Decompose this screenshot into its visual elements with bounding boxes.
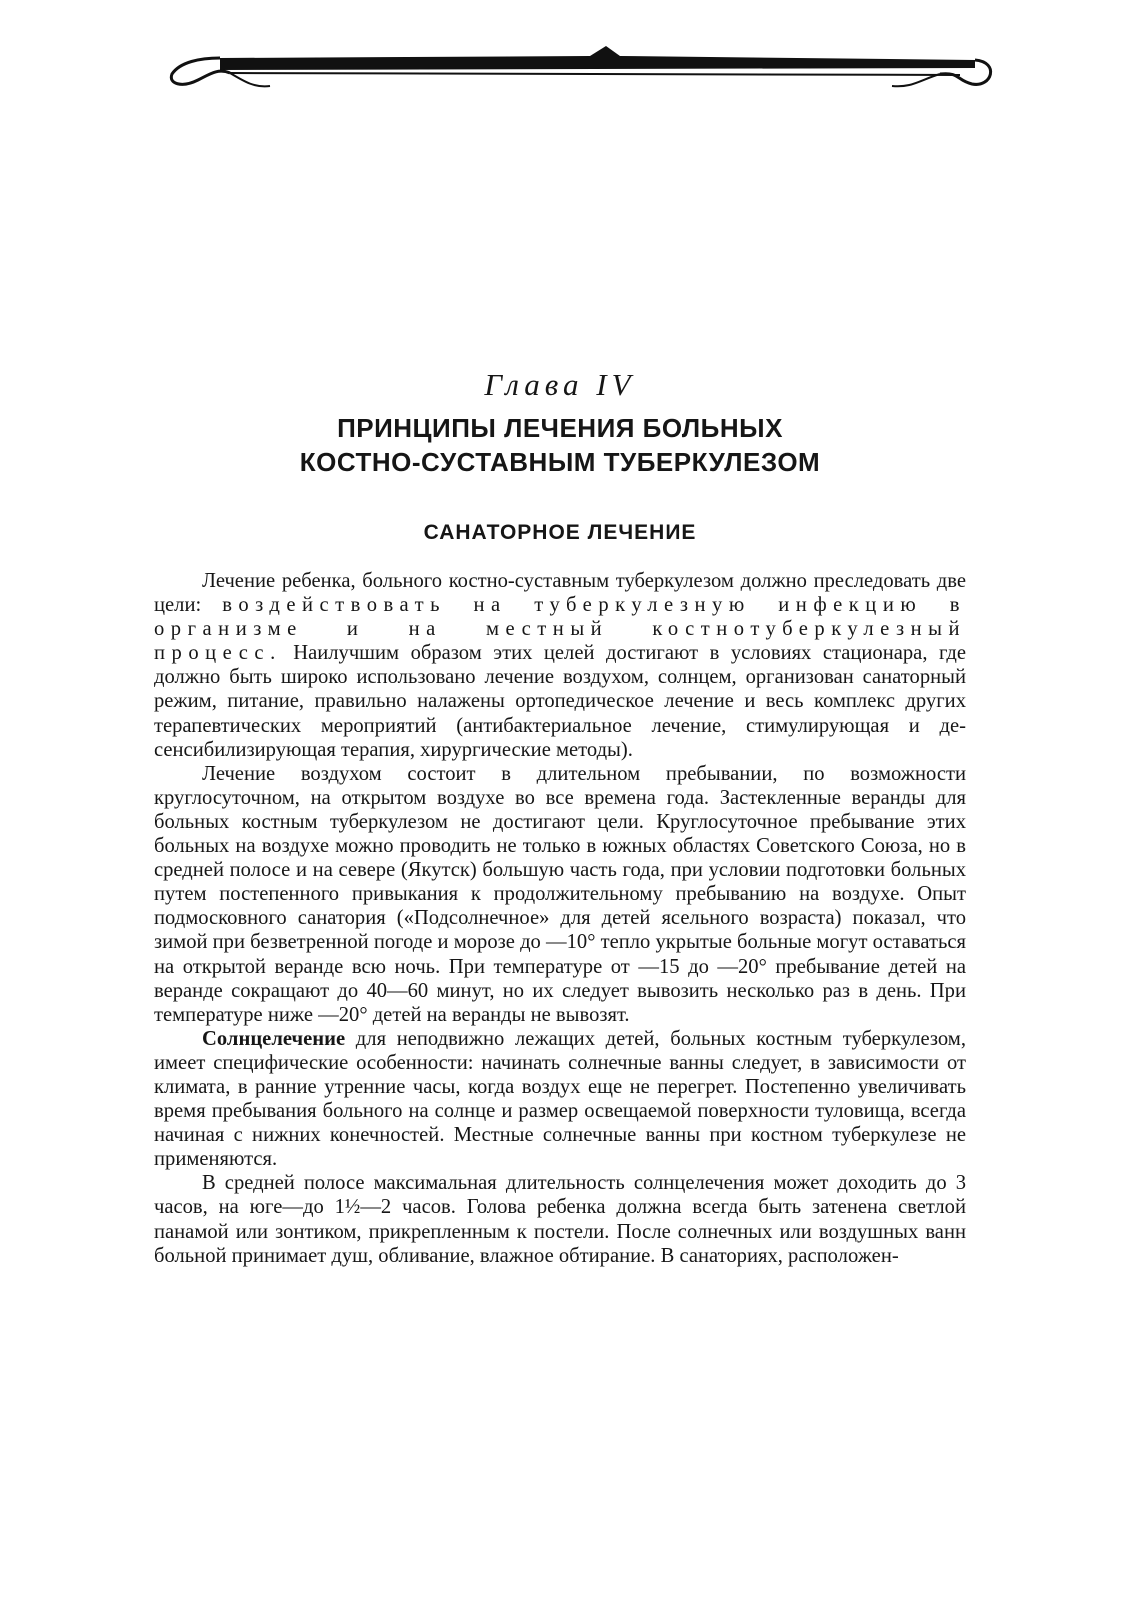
paragraph-3 <box>154 1027 966 1172</box>
chapter-title-line-2: КОСТНО-СУСТАВНЫМ ТУБЕРКУЛЕЗОМ <box>299 447 821 477</box>
header-ornament <box>160 40 1000 110</box>
paragraph-1-spaced: воздействовать на туберкулезную инфекцию в организме и на местный костнотуберкулезный процесс. <box>154 594 966 665</box>
chapter-label: Глава IV <box>484 367 636 402</box>
paragraph-4: В средней полосе максимальная длительность солнцелечения может доходить до 3 часов, на юге—до 1½—2 часов. Голова ребенка должна всегда быть затенена светлой панамой или зонтиком, прикрепленным к постели. После солнечных или воздушных ванн больной принимает душ, обливание, влажное обтирание. В санаториях, расположен- <box>154 1172 966 1267</box>
paragraph-1 <box>154 569 966 762</box>
section-title: САНАТОРНОЕ ЛЕЧЕНИЕ <box>423 521 697 544</box>
paragraph-3-term: Солнцелечение <box>202 1027 346 1050</box>
paragraph-2: Лечение воздухом состоит в длительном пребывании, по возможности круглосуточном, на открытом воздухе во все времена года. Застекленные веранды для больных костным туберкулезом не достигают цели. Круглосуточное пребывание этих больных на воздухе можно проводить не только в южных областях Советского Союза, но в средней полосе и на севере (Якутск) большую часть года, при условии подготовки больных путем постепенного привыкания к продолжительному пребыванию на воздухе. Опыт подмосковного санатория («Подсолнечное» для детей ясельного возраста) показал, что зимой при безветренной погоде и морозе до —10° тепло укрытые больные могут оставаться на открытой веранде всю ночь. При температуре от —15 до —20° пребывание детей на веранде сокращают до 40—60 минут, но их следует вывозить несколько раз в день. При температуре ниже —20° детей на веранды не вывозят. <box>154 762 966 1026</box>
chapter-title-line-1: ПРИНЦИПЫ ЛЕЧЕНИЯ БОЛЬНЫХ <box>337 413 783 443</box>
paragraph-1-end: Наилучшим образом этих целей достигают в условиях стационара, где должно быть широко использовано лечение воздухом, солнцем, организован санаторный режим, питание, правильно налажены ортопедическое лечение и весь комплекс других терапевтических мероприятий (антибактериальное лечение, стимулирующая и десенсибилизирующая терапия, хирургические методы). <box>154 642 966 761</box>
page-body <box>154 365 966 1268</box>
paragraph-3-rest: для неподвижно лежащих детей, больных костным туберкулезом, имеет специфические особенности: начинать солнечные ванны следует, в зависимости от климата, в ранние утренние часы, когда воздух еще не перегрет. Постепенно увеличивать время пребывания больного на солнце и размер освещаемой поверхности туловища, всегда начиная с нижних конечностей. Местные солнечные ванны при костном туберкулезе не применяются. <box>154 1027 966 1171</box>
paragraph-1-start: Лечение ребенка, больного костно-суставным туберкулезом должно преследовать две цели: <box>154 570 966 617</box>
